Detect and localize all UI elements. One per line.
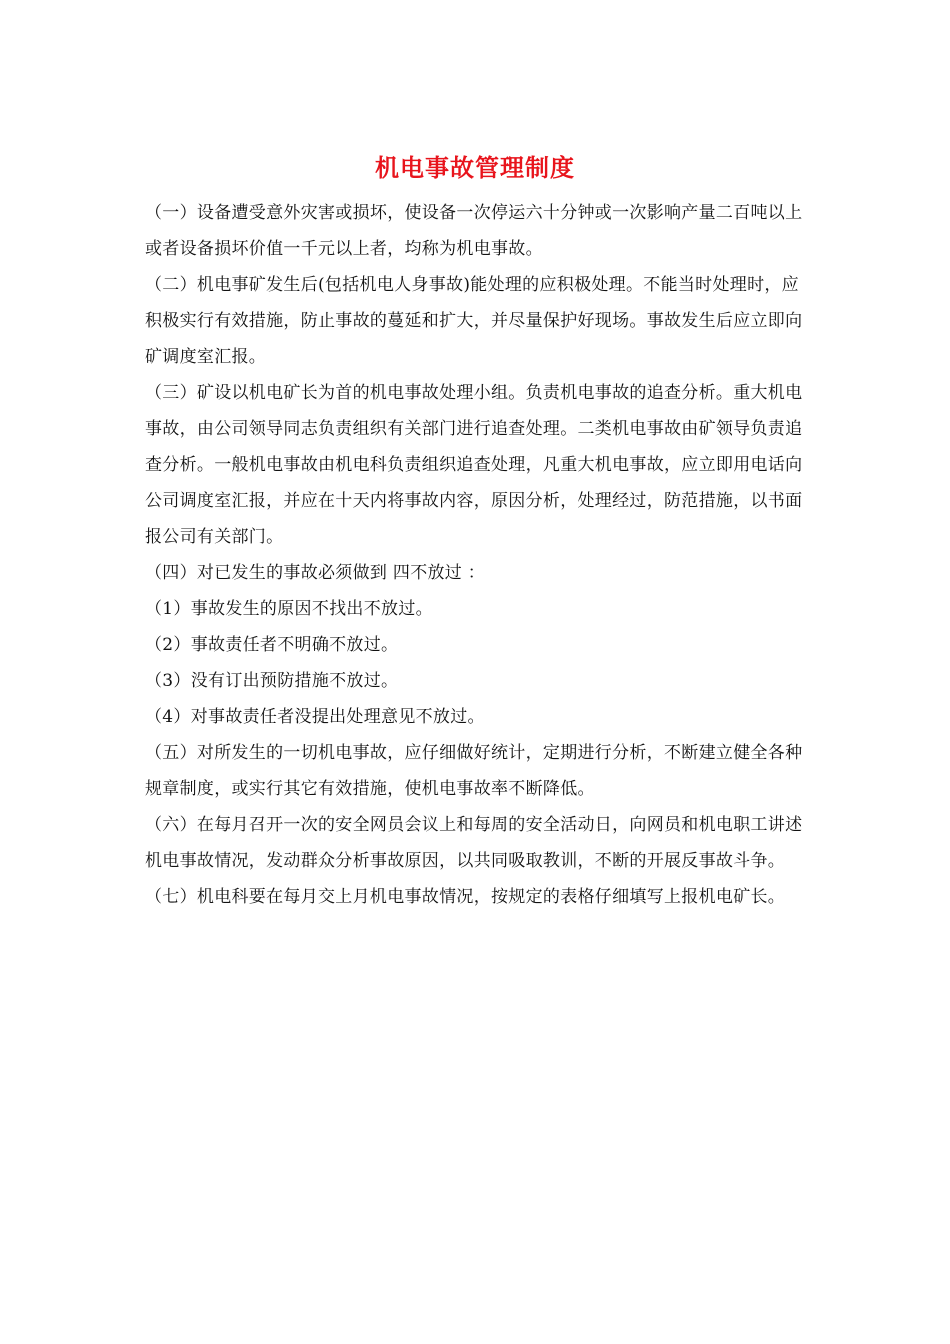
paragraph-3: （三）矿设以机电矿长为首的机电事故处理小组。负责机电事故的追查分析。重大机电事故，由公司领导同志负责组织有关部门进行追查处理。二类机电事故由矿领导负责追查分析。一般机电事故由机电科负责组织追查处理，凡重大机电事故，应立即用电话向公司调度室汇报，并应在十天内将事故内容，原因分析，处理经过，防范措施，以书面报公司有关部门。 — [145, 383, 803, 547]
list-item-1: （1）事故发生的原因不找出不放过。 — [145, 599, 433, 619]
paragraph-5: （五）对所发生的一切机电事故，应仔细做好统计，定期进行分析，不断建立健全各种规章制度，或实行其它有效措施，使机电事故率不断降低。 — [145, 743, 803, 799]
paragraph-6: （六）在每月召开一次的安全网员会议上和每周的安全活动日，向网员和机电职工讲述机电事故情况，发动群众分析事故原因，以共同吸取教训，不断的开展反事故斗争。 — [145, 815, 803, 871]
paragraph-1: （一）设备遭受意外灾害或损坏，使设备一次停运六十分钟或一次影响产量二百吨以上或者设备损坏价值一千元以上者，均称为机电事故。 — [145, 203, 803, 259]
list-item-3: （3）没有订出预防措施不放过。 — [145, 671, 399, 691]
document-title: 机电事故管理制度 — [375, 153, 575, 182]
paragraph-4: （四）对已发生的事故必须做到 四不放过 ： — [145, 563, 486, 583]
paragraph-2: （二）机电事矿发生后(包括机电人身事故)能处理的应积极处理。不能当时处理时，应积极实行有效措施，防止事故的蔓延和扩大，并尽量保护好现场。事故发生后应立即向矿调度室汇报。 — [145, 275, 803, 367]
paragraph-7: （七）机电科要在每月交上月机电事故情况，按规定的表格仔细填写上报机电矿长。 — [145, 887, 786, 907]
list-item-2: （2）事故责任者不明确不放过。 — [145, 635, 399, 655]
document-body — [145, 195, 810, 915]
list-item-4: （4）对事故责任者没提出处理意见不放过。 — [145, 707, 485, 727]
